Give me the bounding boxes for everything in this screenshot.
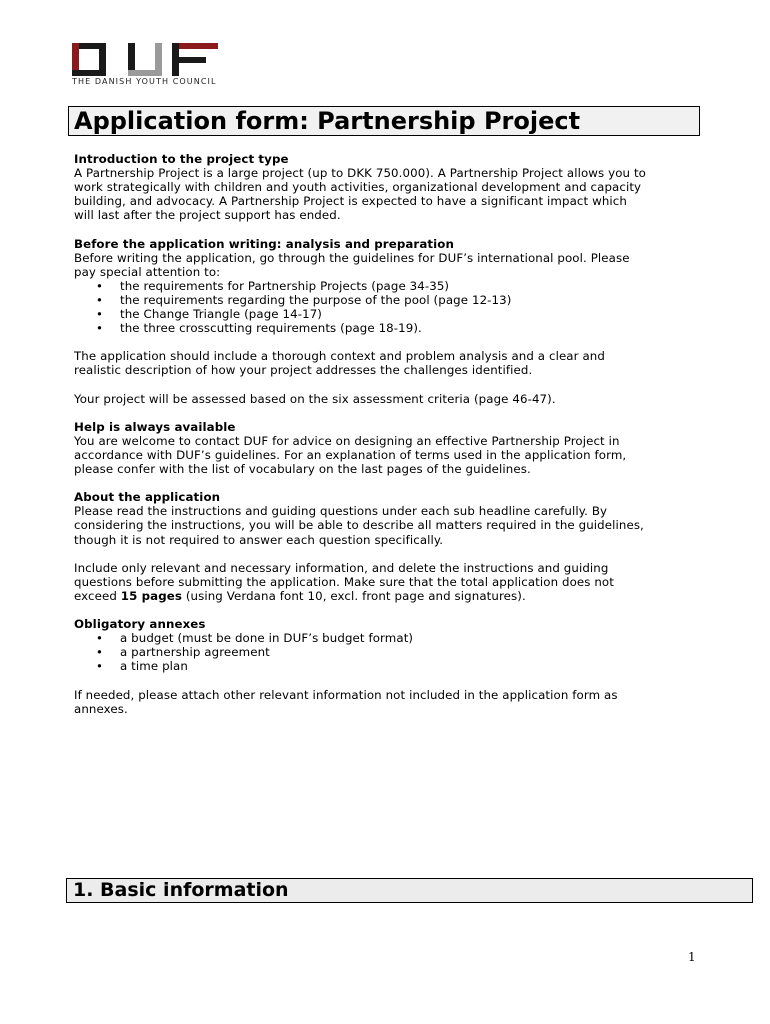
duf-logo (72, 43, 222, 89)
intro-line: work strategically with children and youth activities, organizational development and capacity (74, 180, 642, 195)
annexes-line: If needed, please attach other relevant information not included in the application form as (74, 687, 618, 702)
about-line: considering the instructions, you will be able to describe all matters required in the guidelines, (74, 518, 644, 533)
list-item: • a budget (must be done in DUF’s budget format) (74, 631, 706, 645)
about-line: though it is not required to answer each question specifically. (74, 532, 444, 547)
annexes-line: annexes. (74, 701, 128, 716)
about-line: Please read the instructions and guiding questions under each sub headline carefully. By (74, 504, 608, 519)
help-heading: Help is always available (74, 419, 236, 434)
before-line: Before writing the application, go through the guidelines for DUF’s international pool. Please (74, 250, 630, 265)
before-heading: Before the application writing: analysis and preparation (74, 236, 454, 251)
list-item: • a time plan (74, 659, 706, 673)
include-line: questions before submitting the application. Make sure that the total application does not (74, 574, 614, 589)
page-number: 1 (688, 950, 696, 964)
assessment-line: Your project will be assessed based on the six assessment criteria (page 46-47). (74, 391, 556, 406)
list-item: • the three crosscutting requirements (page 18-19). (74, 321, 706, 335)
intro-heading: Introduction to the project type (74, 152, 289, 166)
page-title: Application form: Partnership Project (74, 107, 581, 135)
list-item: • the Change Triangle (page 14-17) (74, 307, 706, 321)
context-line: The application should include a thorough context and problem analysis and a clear and (74, 349, 605, 364)
about-heading: About the application (74, 490, 221, 505)
logo-tagline: THE DANISH YOUTH COUNCIL (72, 77, 217, 86)
list-item: • the requirements for Partnership Projects (page 34-35) (74, 279, 706, 293)
before-bullet-list (74, 279, 706, 335)
annexes-heading: Obligatory annexes (74, 617, 206, 632)
before-line: pay special attention to: (74, 264, 221, 279)
instructions-body (74, 152, 706, 716)
context-line: realistic description of how your project addresses the challenges identified. (74, 363, 533, 378)
help-line: please confer with the list of vocabulary on the last pages of the guidelines. (74, 462, 531, 477)
page-limit-value: 15 pages (120, 588, 182, 603)
include-line: Include only relevant and necessary information, and delete the instructions and guiding (74, 560, 609, 575)
intro-line: building, and advocacy. A Partnership Project is expected to have a significant impact which (74, 194, 627, 209)
list-item: • a partnership agreement (74, 645, 706, 659)
annexes-bullet-list (74, 631, 706, 673)
intro-line: A Partnership Project is a large project (up to DKK 750.000). A Partnership Project allows you to (74, 166, 646, 181)
page-limit-line (74, 589, 706, 603)
page-limit-prefix: exceed (74, 588, 121, 603)
section-title: 1. Basic information (73, 879, 289, 901)
section-heading-box (66, 878, 753, 903)
page-limit-suffix: (using Verdana font 10, excl. front page and signatures). (181, 588, 526, 603)
help-line: accordance with DUF’s guidelines. For an explanation of terms used in the application form, (74, 447, 627, 462)
list-item: • the requirements regarding the purpose of the pool (page 12-13) (74, 293, 706, 307)
help-line: You are welcome to contact DUF for advice on designing an effective Partnership Project in (74, 433, 620, 448)
duf-logo-mark (72, 43, 222, 77)
form-title-box (68, 106, 700, 136)
intro-line: will last after the project support has ended. (74, 208, 341, 223)
